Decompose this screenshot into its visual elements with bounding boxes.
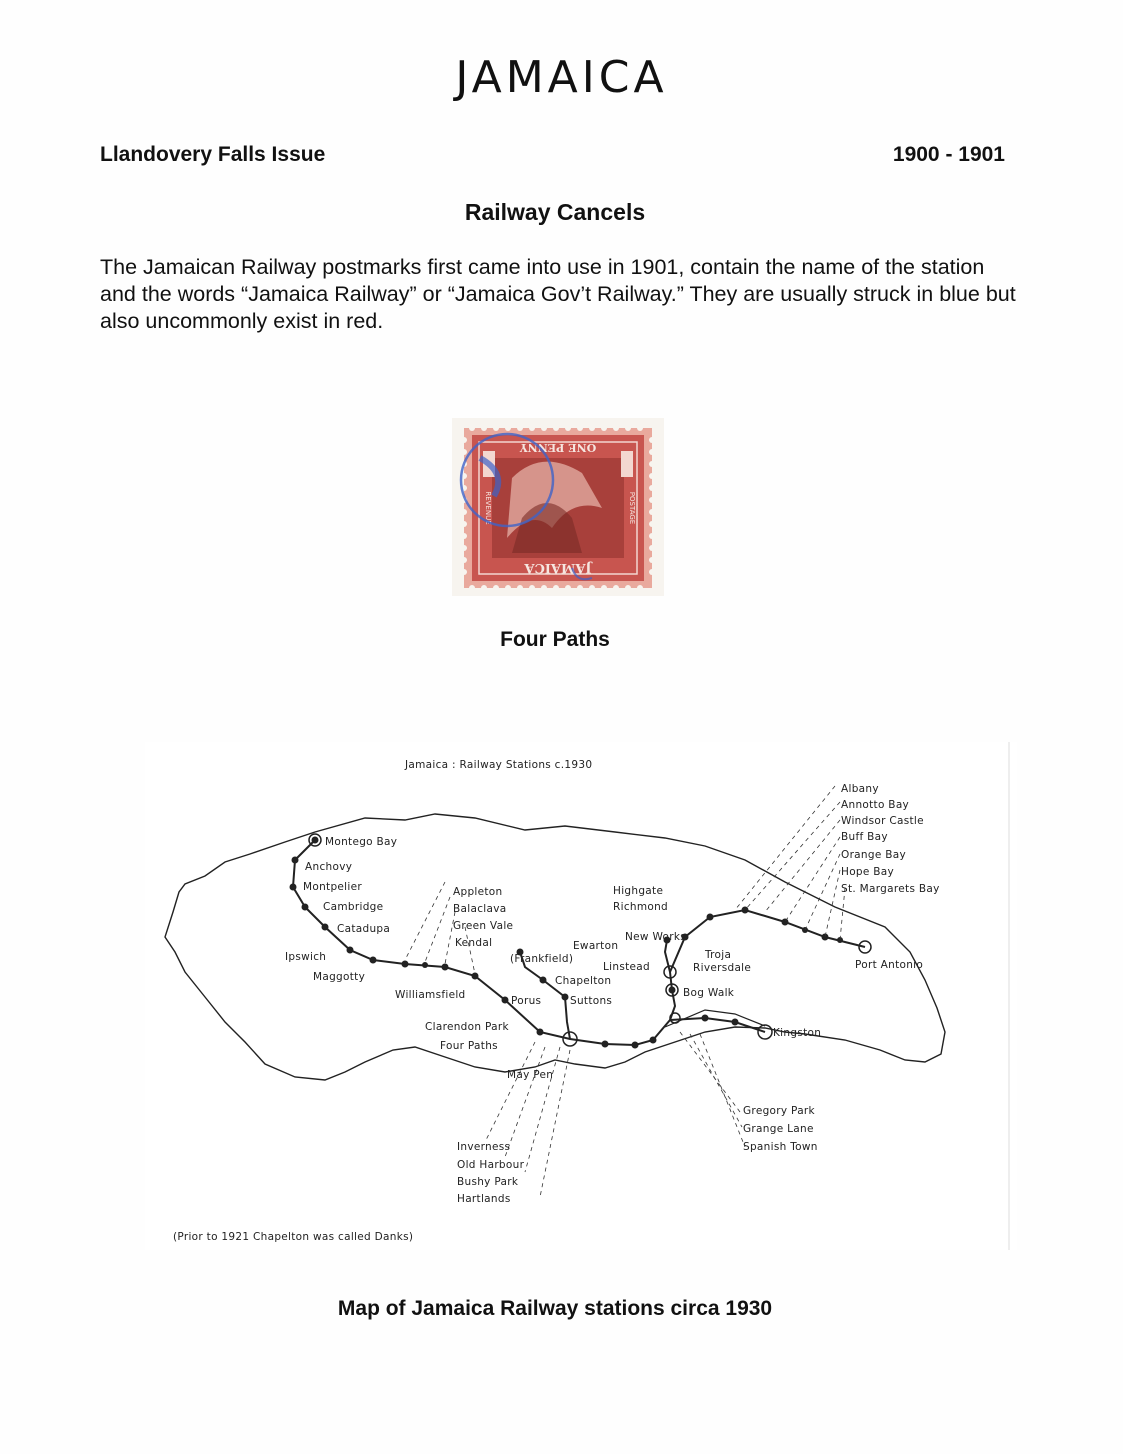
label-anchovy: Anchovy xyxy=(305,861,353,873)
label-four-paths: Four Paths xyxy=(440,1040,498,1052)
stamp-caption: Four Paths xyxy=(500,628,610,651)
label-maggotty: Maggotty xyxy=(313,971,366,983)
leader-lines xyxy=(405,786,845,1197)
section-title: Railway Cancels xyxy=(464,199,646,225)
label-orange-bay: Orange Bay xyxy=(841,849,906,861)
issue-years: 1900 - 1901 xyxy=(892,143,1005,166)
stamp-svg xyxy=(452,418,664,596)
map-footnote: (Prior to 1921 Chapelton was called Danks) xyxy=(173,1231,414,1243)
label-kingston: Kingston xyxy=(773,1027,822,1039)
label-new-works: New Works xyxy=(625,931,686,943)
label-spanish-town: Spanish Town xyxy=(743,1141,818,1153)
issue-name: Llandovery Falls Issue xyxy=(100,143,326,166)
label-suttons: Suttons xyxy=(570,995,613,1007)
label-cambridge: Cambridge xyxy=(323,901,384,913)
label-porus: Porus xyxy=(511,995,542,1007)
label-gregory-park: Gregory Park xyxy=(743,1105,815,1117)
label-windsor-castle: Windsor Castle xyxy=(841,815,924,827)
label-bog-walk: Bog Walk xyxy=(683,987,735,999)
label-highgate: Highgate xyxy=(613,885,664,897)
label-williamsfield: Williamsfield xyxy=(395,989,466,1001)
stamp-right-text: POSTAGE xyxy=(628,491,636,525)
label-montego-bay: Montego Bay xyxy=(325,836,398,848)
label-port-antonio: Port Antonio xyxy=(855,959,924,971)
label-may-pen: May Pen xyxy=(507,1069,554,1081)
stamp-bottom-text: JAMAICA xyxy=(524,560,592,575)
description-text: The Jamaican Railway postmarks first came into use in 1901, contain the name of the station and the words “Jamaica Railway” or “Jamaica Gov’t Railway.” They are usually struck in blue but also uncommonly exist in red. xyxy=(100,255,1016,333)
map-caption: Map of Jamaica Railway stations circa 1930 xyxy=(337,1297,773,1320)
label-catadupa: Catadupa xyxy=(337,923,391,935)
label-linstead: Linstead xyxy=(603,961,650,973)
label-appleton: Appleton xyxy=(453,886,503,898)
label-st-margarets-bay: St. Margarets Bay xyxy=(841,883,940,895)
label-old-harbour: Old Harbour xyxy=(457,1159,525,1171)
railway-map xyxy=(145,742,1017,1250)
label-buff-bay: Buff Bay xyxy=(841,831,888,843)
label-hartlands: Hartlands xyxy=(457,1193,511,1205)
label-inverness: Inverness xyxy=(457,1141,511,1153)
label-balaclava: Balaclava xyxy=(453,903,507,915)
stamp-left-text: REVENUE xyxy=(484,491,492,525)
label-chapelton: Chapelton xyxy=(555,975,612,987)
label-frankfield: (Frankfield) xyxy=(510,953,574,965)
label-ewarton: Ewarton xyxy=(573,940,619,952)
map-title: Jamaica : Railway Stations c.1930 xyxy=(405,759,593,771)
page-title: JAMAICA xyxy=(455,52,668,103)
label-bushy-park: Bushy Park xyxy=(457,1176,519,1188)
label-green-vale: Green Vale xyxy=(453,920,514,932)
railway-map-svg xyxy=(145,742,1017,1250)
label-clarendon-park: Clarendon Park xyxy=(425,1021,509,1033)
label-ipswich: Ipswich xyxy=(285,951,327,963)
label-richmond: Richmond xyxy=(613,901,669,913)
label-albany: Albany xyxy=(841,783,879,795)
label-montpelier: Montpelier xyxy=(303,881,362,893)
label-riversdale: Riversdale xyxy=(693,962,752,974)
label-grange-lane: Grange Lane xyxy=(743,1123,814,1135)
label-annotto-bay: Annotto Bay xyxy=(841,799,910,811)
stamp-top-text: ONE PENNY xyxy=(519,441,597,454)
label-hope-bay: Hope Bay xyxy=(841,866,895,878)
jamaica-outline xyxy=(165,814,945,1080)
label-troja: Troja xyxy=(705,949,732,961)
label-kendal: Kendal xyxy=(455,937,493,949)
stamp-image xyxy=(452,418,664,596)
